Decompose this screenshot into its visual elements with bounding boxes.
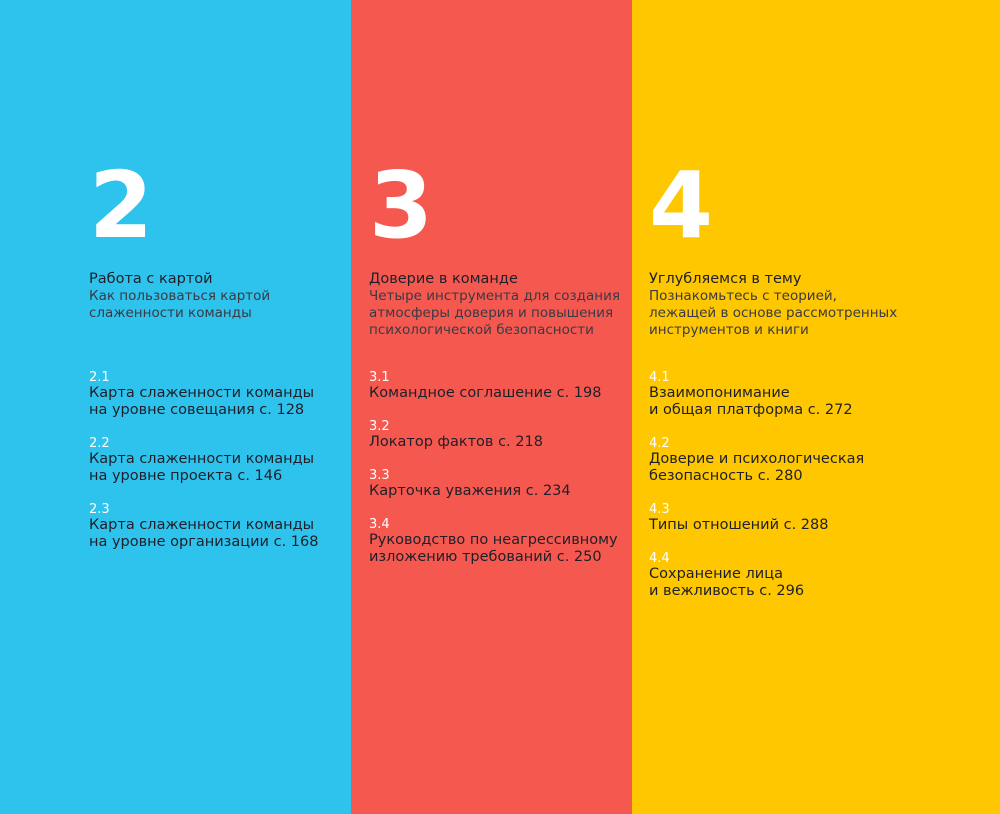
section-item[interactable] xyxy=(649,370,864,419)
section-number: 2.3 xyxy=(89,502,110,517)
chapter-subtitle: Познакомьтесь с теорией, лежащей в основе рассмотренных инструментов и книги xyxy=(649,288,898,338)
section-number: 3.3 xyxy=(369,468,390,483)
chapter-column-2 xyxy=(0,0,351,814)
section-title: Сохранение лица и вежливость с. 296 xyxy=(649,566,805,599)
section-item[interactable] xyxy=(89,370,318,419)
section-title: Карточка уважения с. 234 xyxy=(369,483,571,499)
chapter-number: 4 xyxy=(649,152,712,259)
section-title: Типы отношений с. 288 xyxy=(649,517,829,533)
section-number: 4.4 xyxy=(649,551,670,566)
section-list xyxy=(649,370,864,617)
section-title: Локатор фактов с. 218 xyxy=(369,434,543,450)
section-item[interactable] xyxy=(649,551,864,600)
section-item[interactable] xyxy=(369,468,618,500)
section-number: 4.1 xyxy=(649,370,670,385)
section-item[interactable] xyxy=(369,517,618,566)
chapter-header xyxy=(649,271,897,339)
chapter-header xyxy=(369,271,620,339)
section-number: 2.1 xyxy=(89,370,110,385)
section-list xyxy=(89,370,318,568)
section-title: Командное соглашение с. 198 xyxy=(369,385,602,401)
chapter-subtitle: Четыре инструмента для создания атмосферы доверия и повышения психологической безопасности xyxy=(369,288,621,338)
chapter-header xyxy=(89,271,270,322)
chapter-title: Доверие в команде xyxy=(369,271,518,287)
section-number: 4.3 xyxy=(649,502,670,517)
section-number: 3.1 xyxy=(369,370,390,385)
chapter-number: 3 xyxy=(369,152,432,259)
section-title: Руководство по неагрессивному изложению требований с. 250 xyxy=(369,532,618,565)
section-title: Карта слаженности команды на уровне проекта с. 146 xyxy=(89,451,315,484)
chapter-column-3 xyxy=(351,0,632,814)
section-list xyxy=(369,370,618,583)
chapter-subtitle: Как пользоваться картой слаженности команды xyxy=(89,288,271,321)
section-item[interactable] xyxy=(89,436,318,485)
chapter-title: Углубляемся в тему xyxy=(649,271,802,287)
chapter-title: Работа с картой xyxy=(89,271,213,287)
chapter-column-4 xyxy=(632,0,1000,814)
section-title: Взаимопонимание и общая платформа с. 272 xyxy=(649,385,853,418)
section-title: Доверие и психологическая безопасность с. 280 xyxy=(649,451,865,484)
section-title: Карта слаженности команды на уровне совещания с. 128 xyxy=(89,385,315,418)
section-number: 3.2 xyxy=(369,419,390,434)
section-item[interactable] xyxy=(649,436,864,485)
section-item[interactable] xyxy=(369,370,618,402)
section-item[interactable] xyxy=(89,502,318,551)
chapter-number: 2 xyxy=(89,152,152,259)
section-item[interactable] xyxy=(369,419,618,451)
section-item[interactable] xyxy=(649,502,864,534)
section-number: 2.2 xyxy=(89,436,110,451)
section-number: 3.4 xyxy=(369,517,390,532)
section-number: 4.2 xyxy=(649,436,670,451)
section-title: Карта слаженности команды на уровне организации с. 168 xyxy=(89,517,319,550)
